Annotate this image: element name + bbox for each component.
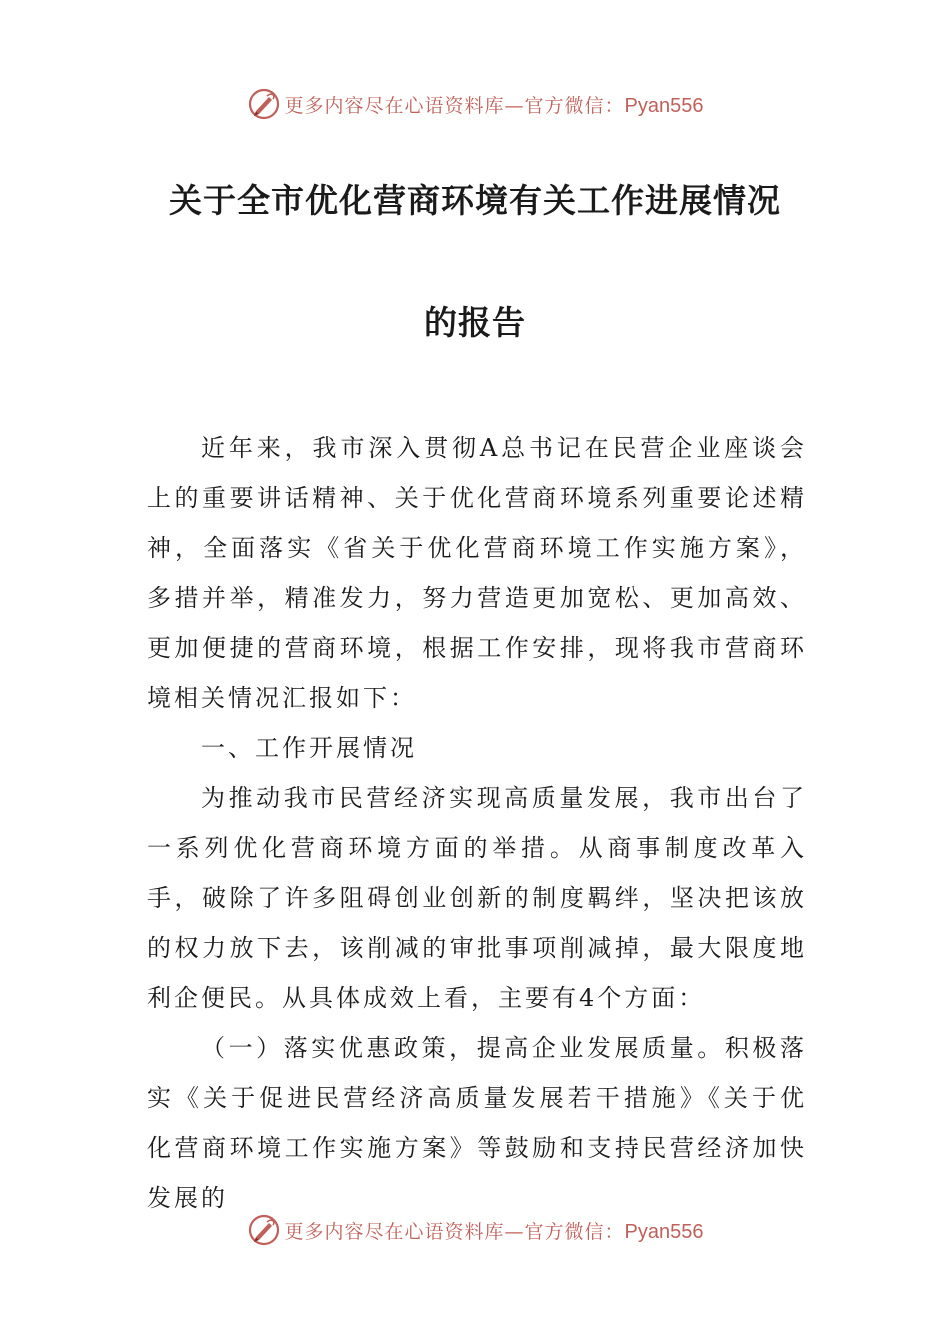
intro-paragraph: 近年来，我市深入贯彻A总书记在民营企业座谈会上的重要讲话精神、关于优化营商环境系列重要论述精神，全面落实《省关于优化营商环境工作实施方案》，多措并举，精准发力，努力营造更加宽松、更加高效、更加便捷的营商环境，根据工作安排，现将我市营商环境相关情况汇报如下： <box>147 434 807 712</box>
watermark-site: 更多内容尽在心语资料库 <box>284 1220 505 1243</box>
watermark-text <box>285 1217 704 1244</box>
watermark-wechat-id: Pyan556 <box>624 94 704 117</box>
watermark-site: 更多内容尽在心语资料库 <box>284 94 505 117</box>
watermark-wechat-id: Pyan556 <box>624 1220 704 1243</box>
pen-logo-icon <box>247 87 281 121</box>
watermark-wechat-label: 官方微信： <box>524 1220 625 1243</box>
watermark-text <box>285 91 704 118</box>
watermark-separator: — <box>504 94 525 117</box>
watermark-separator: — <box>504 1220 525 1243</box>
document-title-line-1: 关于全市优化营商环境有关工作进展情况 <box>169 181 781 220</box>
section-1-heading: 一、工作开展情况 <box>201 734 417 762</box>
watermark-wechat-label: 官方微信： <box>524 94 625 117</box>
document-title-line-2: 的报告 <box>424 303 526 342</box>
pen-logo-icon <box>247 1213 281 1247</box>
subsection-1-paragraph: （一）落实优惠政策，提高企业发展质量。积极落实《关于促进民营经济高质量发展若干措施》《关于优化营商环境工作实施方案》等鼓励和支持民营经济加快发展的 <box>147 1034 807 1212</box>
footer-watermark <box>0 1210 950 1250</box>
header-watermark <box>0 84 950 124</box>
section-1-paragraph: 为推动我市民营经济实现高质量发展，我市出台了一系列优化营商环境方面的举措。从商事制度改革入手，破除了许多阻碍创业创新的制度羁绊，坚决把该放的权力放下去，该削减的审批事项削减掉，最大限度地利企便民。从具体成效上看，主要有4个方面： <box>147 784 807 1012</box>
